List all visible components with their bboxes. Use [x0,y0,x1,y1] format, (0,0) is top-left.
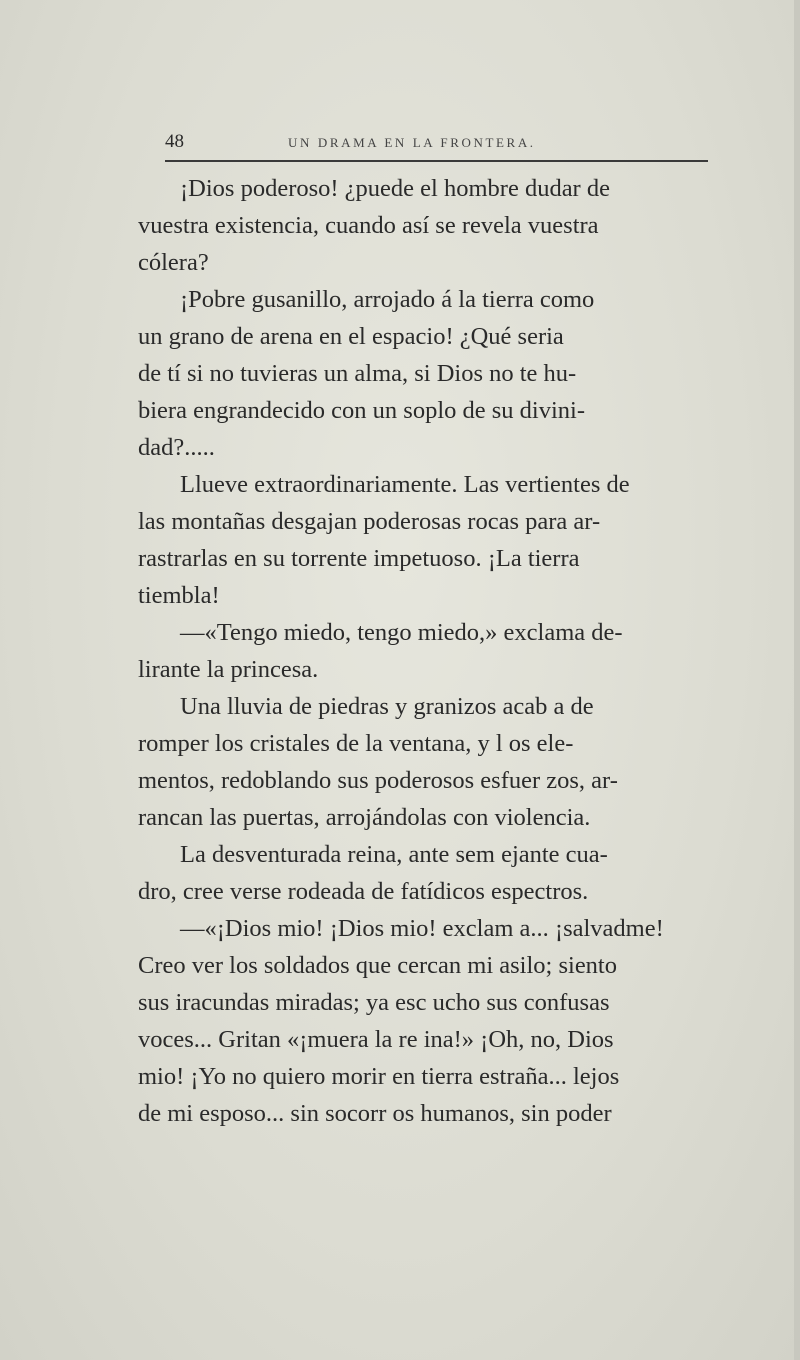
text-line: mio! ¡Yo no quiero morir en tierra estraña... lejos [138,1063,620,1090]
text-line: las montañas desgajan poderosas rocas para ar- [138,508,601,535]
text-line: Una lluvia de piedras y granizos acab a de [180,693,594,720]
text-line: biera engrandecido con un soplo de su divini- [138,397,586,424]
page-header [165,131,710,155]
text-line: rastrarlas en su torrente impetuoso. ¡La tierra [138,545,580,572]
page-edge [794,0,800,1360]
text-line: un grano de arena en el espacio! ¿Qué seria [138,323,564,350]
text-line: mentos, redoblando sus poderosos esfuer zos, ar- [138,767,618,794]
running-title: UN DRAMA EN LA FRONTERA. [288,135,536,150]
body-text [138,170,718,1132]
text-line: ¡Dios poderoso! ¿puede el hombre dudar de [180,175,610,202]
text-line: vuestra existencia, cuando así se revela vuestra [138,212,599,239]
text-line: de mi esposo... sin socorr os humanos, sin poder [138,1100,612,1127]
page-number: 48 [165,131,184,152]
text-line: de tí si no tuvieras un alma, si Dios no te hu- [138,360,577,387]
text-line: Llueve extraordinariamente. Las vertientes de [180,471,630,498]
text-line: dad?..... [138,434,215,461]
text-line: —«¡Dios mio! ¡Dios mio! exclam a... ¡salvadme! [180,915,664,942]
text-line: ¡Pobre gusanillo, arrojado á la tierra como [180,286,595,313]
header-rule [165,160,708,162]
text-line: cólera? [138,249,209,276]
text-line: sus iracundas miradas; ya esc ucho sus confusas [138,989,610,1016]
text-line: romper los cristales de la ventana, y l os ele- [138,730,574,757]
text-line: dro, cree verse rodeada de fatídicos espectros. [138,878,589,905]
text-line: rancan las puertas, arrojándolas con violencia. [138,804,591,831]
text-line: La desventurada reina, ante sem ejante cua- [180,841,608,868]
text-line: lirante la princesa. [138,656,319,683]
text-line: voces... Gritan «¡muera la re ina!» ¡Oh, no, Dios [138,1026,614,1053]
text-line: —«Tengo miedo, tengo miedo,» exclama de- [180,619,623,646]
text-line: tiembla! [138,582,220,609]
text-line: Creo ver los soldados que cercan mi asilo; siento [138,952,617,979]
